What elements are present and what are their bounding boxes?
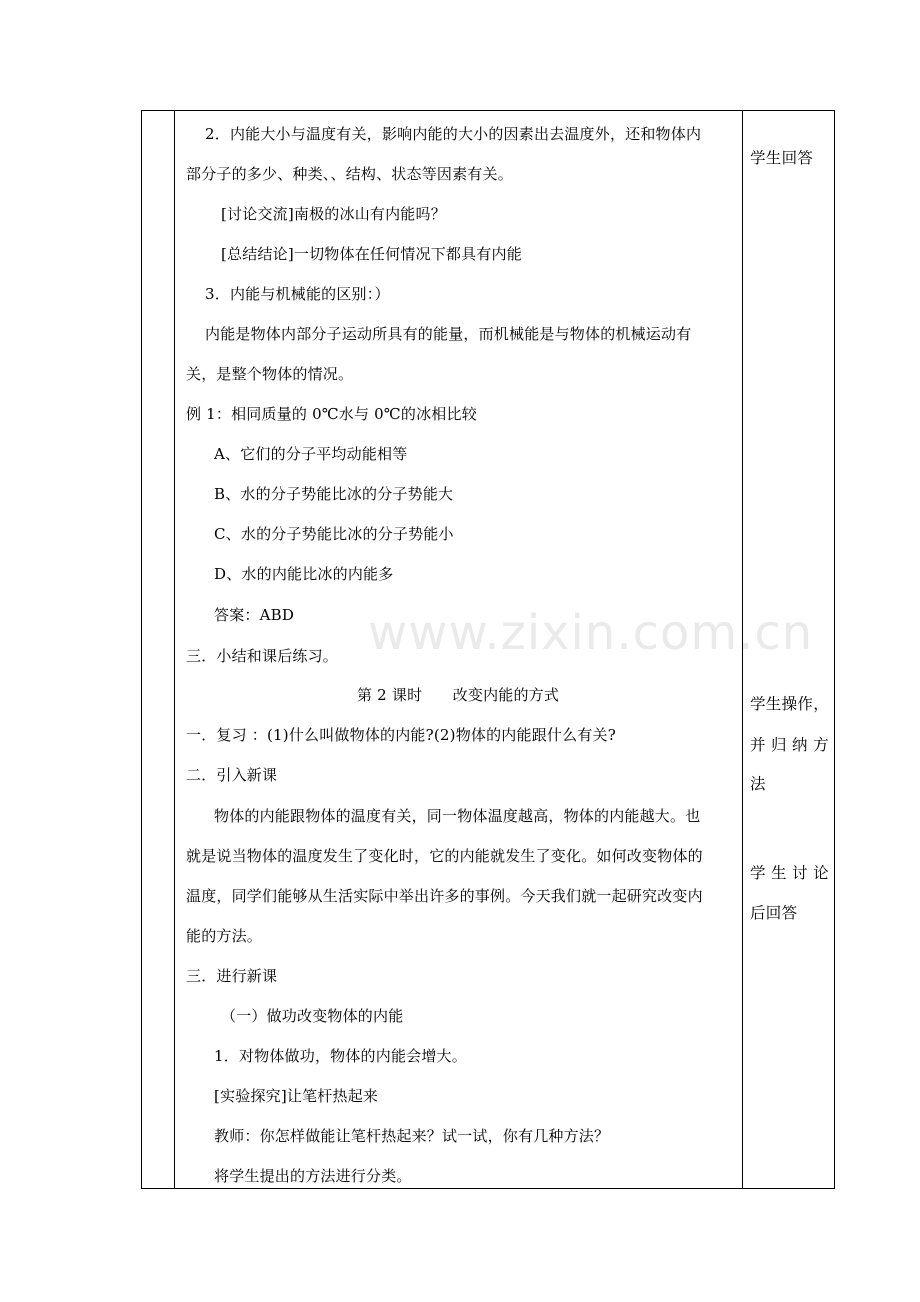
text-line: 就是说当物体的温度发生了变化时，它的内能就发生了变化。如何改变物体的 bbox=[186, 847, 703, 865]
side-note: 后回答 bbox=[750, 904, 798, 922]
text-line: 三．小结和课后练习。 bbox=[186, 647, 339, 665]
side-note: 学生操作， bbox=[750, 695, 830, 713]
text-line: B、水的分子势能比冰的分子势能大 bbox=[214, 485, 454, 503]
text-line: A、它们的分子平均动能相等 bbox=[214, 445, 408, 463]
text-line: 部分子的多少、种类、、结构、状态等因素有关。 bbox=[186, 165, 513, 183]
text-line: 教师：你怎样做能让笔杆热起来？试一试，你有几种方法？ bbox=[214, 1127, 610, 1145]
text-line: 三．进行新课 bbox=[186, 967, 278, 985]
text-line: 温度，同学们能够从生活实际中举出许多的事例。今天我们就一起研究改变内 bbox=[186, 887, 703, 905]
text-line: [讨论交流]南极的冰山有内能吗？ bbox=[221, 205, 446, 223]
text-line: 将学生提出的方法进行分类。 bbox=[214, 1167, 412, 1185]
text-line: C、水的分子势能比冰的分子势能小 bbox=[214, 525, 454, 543]
text-line: D、水的内能比冰的内能多 bbox=[214, 565, 394, 583]
text-line: 内能是物体内部分子运动所具有的能量，而机械能是与物体的机械运动有 bbox=[205, 325, 692, 343]
text-line: 关，是整个物体的情况。 bbox=[186, 365, 354, 383]
side-note: 法 bbox=[750, 775, 766, 793]
text-line: 能的方法。 bbox=[186, 927, 263, 945]
text-line: 答案：ABD bbox=[214, 606, 295, 624]
text-line: 一．复习 ：(1)什么叫做物体的内能?(2)物体的内能跟什么有关? bbox=[186, 726, 616, 744]
text-line: 二．引入新课 bbox=[186, 766, 278, 784]
side-note: 学生回答 bbox=[750, 149, 814, 167]
column-divider-left bbox=[174, 111, 175, 1188]
text-line: 例 1：相同质量的 0℃水与 0℃的冰相比较 bbox=[186, 405, 477, 423]
text-line: （一）做功改变物体的内能 bbox=[221, 1007, 404, 1025]
side-note: 学 生 讨 论 bbox=[750, 864, 829, 882]
text-line: 1．对物体做功，物体的内能会增大。 bbox=[214, 1047, 467, 1065]
text-line: [总结结论]一切物体在任何情况下都具有内能 bbox=[221, 245, 522, 263]
watermark: www.zixin.com.cn bbox=[368, 605, 814, 661]
text-line: 物体的内能跟物体的温度有关，同一物体温度越高，物体的内能越大。也 bbox=[214, 807, 701, 825]
section-title: 第 2 课时 改变内能的方式 bbox=[357, 686, 560, 704]
text-line: [实验探究]让笔杆热起来 bbox=[214, 1087, 379, 1105]
side-note: 并 归 纳 方 bbox=[750, 736, 829, 754]
text-line: 3．内能与机械能的区别：） bbox=[205, 285, 390, 303]
text-line: 2．内能大小与温度有关，影响内能的大小的因素出去温度外，还和物体内 bbox=[205, 125, 702, 143]
